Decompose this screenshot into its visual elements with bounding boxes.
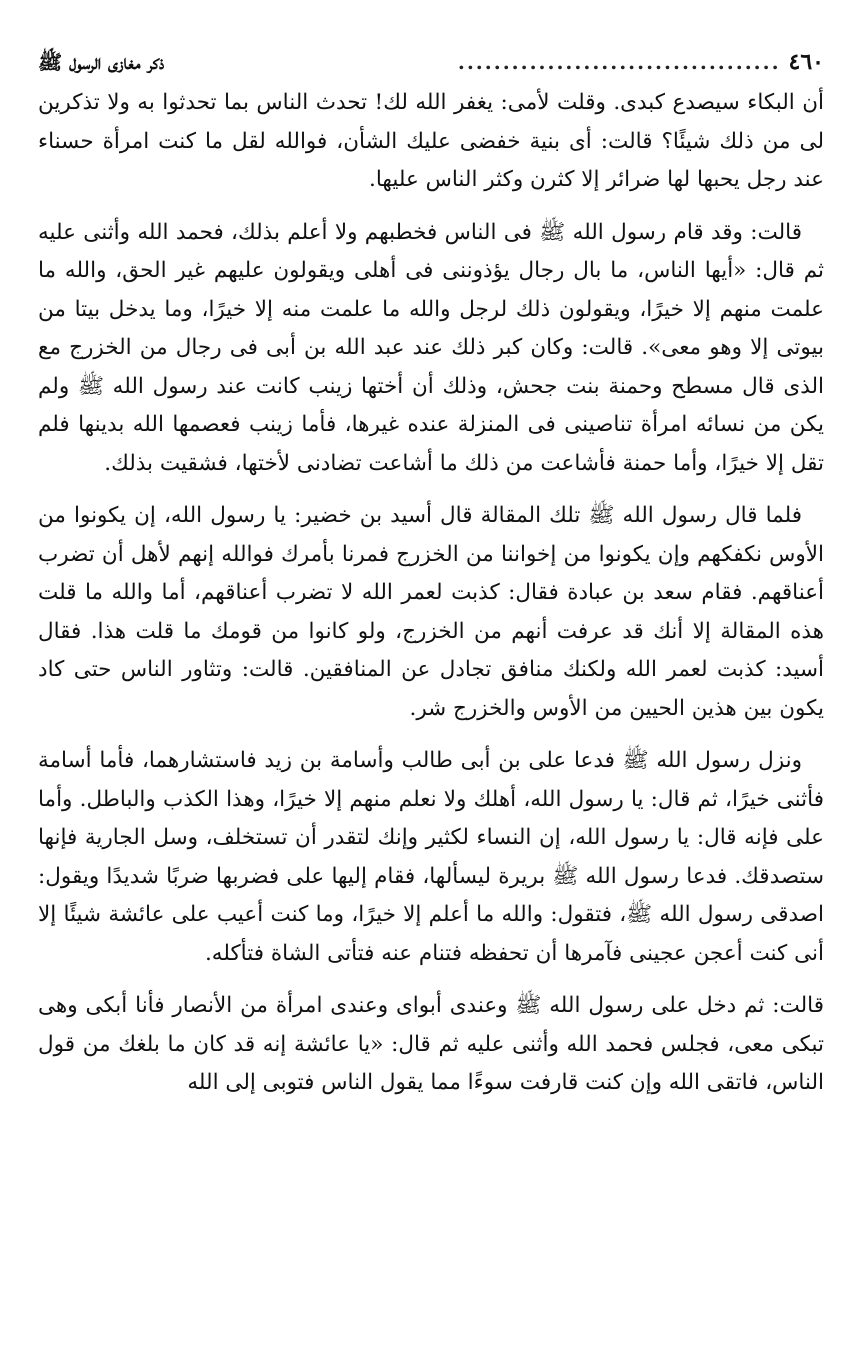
page-body xyxy=(38,84,824,1103)
paragraph: أن البكاء سيصدع كبدى. وقلت لأمى: يغفر الله لك! تحدث الناس بما تحدثوا به ولا تذكرين لى من ذلك شيئًا؟ قالت: أى بنية خفضى عليك الشأن، فوالله لقل ما كنت امرأة حسناء عند رجل يحبها لها ضرائر إلا كثرن وكثر الناس عليها. xyxy=(38,90,824,192)
book-page xyxy=(38,44,824,1117)
running-header-title: ذكر مغازى الرسول ﷺ xyxy=(38,50,165,74)
paragraph: فلما قال رسول الله ﷺ تلك المقالة قال أسيد بن خضير: يا رسول الله، إن يكونوا من الأوس نكفكهم وإن يكونوا من إخواننا من الخزرج فمرنا بأمرك فوالله إنهم لأهل أن تضرب أعناقهم. فقام سعد بن عبادة فقال: كذبت لعمر الله لا تضرب أعناقهم، أما والله ما قلت هذه المقالة إلا أنك قد عرفت أنهم من الخزرج، ولو كانوا من قومك ما قلت هذا. فقال أسيد: كذبت لعمر الله ولكنك منافق تجادل عن المنافقين. قالت: وتثاور الناس حتى كاد يكون بين هذين الحيين من الأوس والخزرج شر. xyxy=(38,503,824,721)
paragraph: قالت: ثم دخل على رسول الله ﷺ وعندى أبواى وعندى امرأة من الأنصار فأنا أبكى وهى تبكى معى، فجلس فحمد الله وأثنى عليه ثم قال: «يا عائشة إنه قد كان ما بلغك من قول الناس، فاتقى الله وإن كنت قارفت سوءًا مما يقول الناس فتوبى إلى الله xyxy=(38,993,824,1095)
page-number: ٤٦٠ xyxy=(788,49,824,75)
paragraph: ونزل رسول الله ﷺ فدعا على بن أبى طالب وأسامة بن زيد فاستشارهما، فأما أسامة فأثنى خيرًا، ثم قال: يا رسول الله، أهلك ولا نعلم منهم إلا خيرًا، وهذا الكذب والباطل. وأما على فإنه قال: يا رسول الله، إن النساء لكثير وإنك لتقدر أن تستخلف، وسل الجارية فإنها ستصدقك. فدعا رسول الله ﷺ بريرة ليسألها، فقام إليها على فضربها ضربًا شديدًا ويقول: اصدقى رسول الله ﷺ، فتقول: والله ما أعلم إلا خيرًا، وما كنت أعيب على عائشة شيئًا إلا أنى كنت أعجن عجينى فآمرها أن تحفظه فتنام عنه فتأتى الشاة فتأكله. xyxy=(38,748,824,966)
header-leader-dots: .................................... xyxy=(457,50,781,74)
running-header xyxy=(38,44,824,84)
paragraph: قالت: وقد قام رسول الله ﷺ فى الناس فخطبهم ولا أعلم بذلك، فحمد الله وأثنى عليه ثم قال: «أيها الناس، ما بال رجال يؤذوننى فى أهلى ويقولون عليهم غير الحق، والله ما علمت منهم إلا خيرًا، ويقولون ذلك لرجل والله ما علمت منه إلا خيرًا، وما يدخل بيتا من بيوتى إلا وهو معى». قالت: وكان كبر ذلك عند عبد الله بن أبى فى رجال من الخزرج مع الذى قال مسطح وحمنة بنت جحش، وذلك أن أختها زينب كانت عند رسول الله ﷺ ولم يكن من نسائه امرأة تناصينى فى المنزلة عنده غيرها، فأما زينب فعصمها الله بدينها فلم تقل إلا خيرًا، وأما حمنة فأشاعت من ذلك ما أشاعت تضادنى لأختها، فشقيت بذلك. xyxy=(38,219,824,476)
